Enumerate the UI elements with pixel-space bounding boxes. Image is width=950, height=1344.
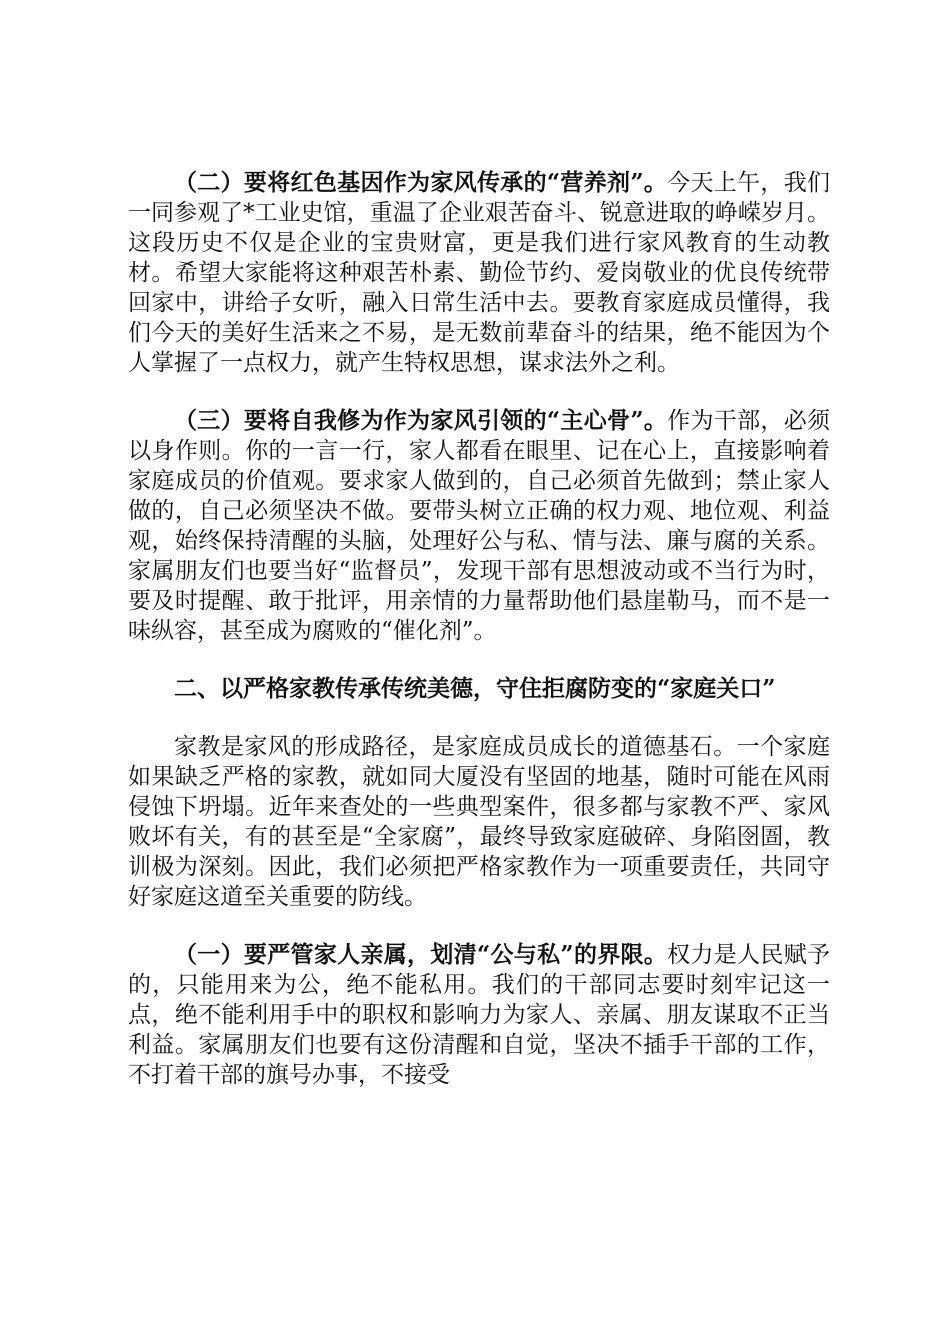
paragraph-self-cultivation <box>128 406 830 646</box>
section-heading-strict-family-education: 二、以严格家教传承传统美德，守住拒腐防变的“家庭关口” <box>174 675 776 702</box>
document-body <box>128 168 830 1118</box>
paragraph-family-education-intro <box>128 732 830 912</box>
paragraph-text: 权力是人民赋予的，只能用来为公，绝不能私用。我们的干部同志要时刻牢记这一点，绝不能利用手中的职权和影响力为家人、亲属、朋友谋取不正当利益。家属朋友们也要有这份清醒和自觉，坚决不插手干部的工作，不打着干部的旗号办事，不接受 <box>128 942 830 1088</box>
paragraph-text: 作为干部，必须以身作则。你的一言一行，家人都看在眼里、记在心上，直接影响着家庭成员的价值观。要求家人做到的，自己必须首先做到；禁止家人做的，自己必须坚决不做。要带头树立正确的权力观、地位观、利益观，始终保持清醒的头脑，处理好公与私、情与法、廉与腐的关系。家属朋友们也要当好“监督员”，发现干部有思想波动或不当行为时，要及时提醒、敢于批评，用亲情的力量帮助他们悬崖勒马，而不是一味纵容，甚至成为腐败的“催化剂”。 <box>128 408 830 644</box>
paragraph-manage-relatives <box>128 940 830 1090</box>
paragraph-text: 今天上午，我们一同参观了*工业史馆，重温了企业艰苦奋斗、锐意进取的峥嵘岁月。这段历史不仅是企业的宝贵财富，更是我们进行家风教育的生动教材。希望大家能将这种艰苦朴素、勤俭节约、爱岗敬业的优良传统带回家中，讲给子女听，融入日常生活中去。要教育家庭成员懂得，我们今天的美好生活来之不易，是无数前辈奋斗的结果，绝不能因为个人掌握了一点权力，就产生特权思想，谋求法外之利。 <box>128 170 830 376</box>
paragraph-lead: （一）要严管家人亲属，划清“公与私”的界限。 <box>174 941 668 968</box>
paragraph-red-gene <box>128 168 830 378</box>
paragraph-lead: （二）要将红色基因作为家风传承的“营养剂”。 <box>174 169 668 196</box>
paragraph-lead: （三）要将自我修为作为家风引领的“主心骨”。 <box>174 407 668 434</box>
paragraph-text: 家教是家风的形成路径，是家庭成员成长的道德基石。一个家庭如果缺乏严格的家教，就如同大厦没有坚固的地基，随时可能在风雨侵蚀下坍塌。近年来查处的一些典型案件，很多都与家教不严、家风败坏有关，有的甚至是“全家腐”，最终导致家庭破碎、身陷囹圄，教训极为深刻。因此，我们必须把严格家教作为一项重要责任，共同守好家庭这道至关重要的防线。 <box>128 734 830 910</box>
